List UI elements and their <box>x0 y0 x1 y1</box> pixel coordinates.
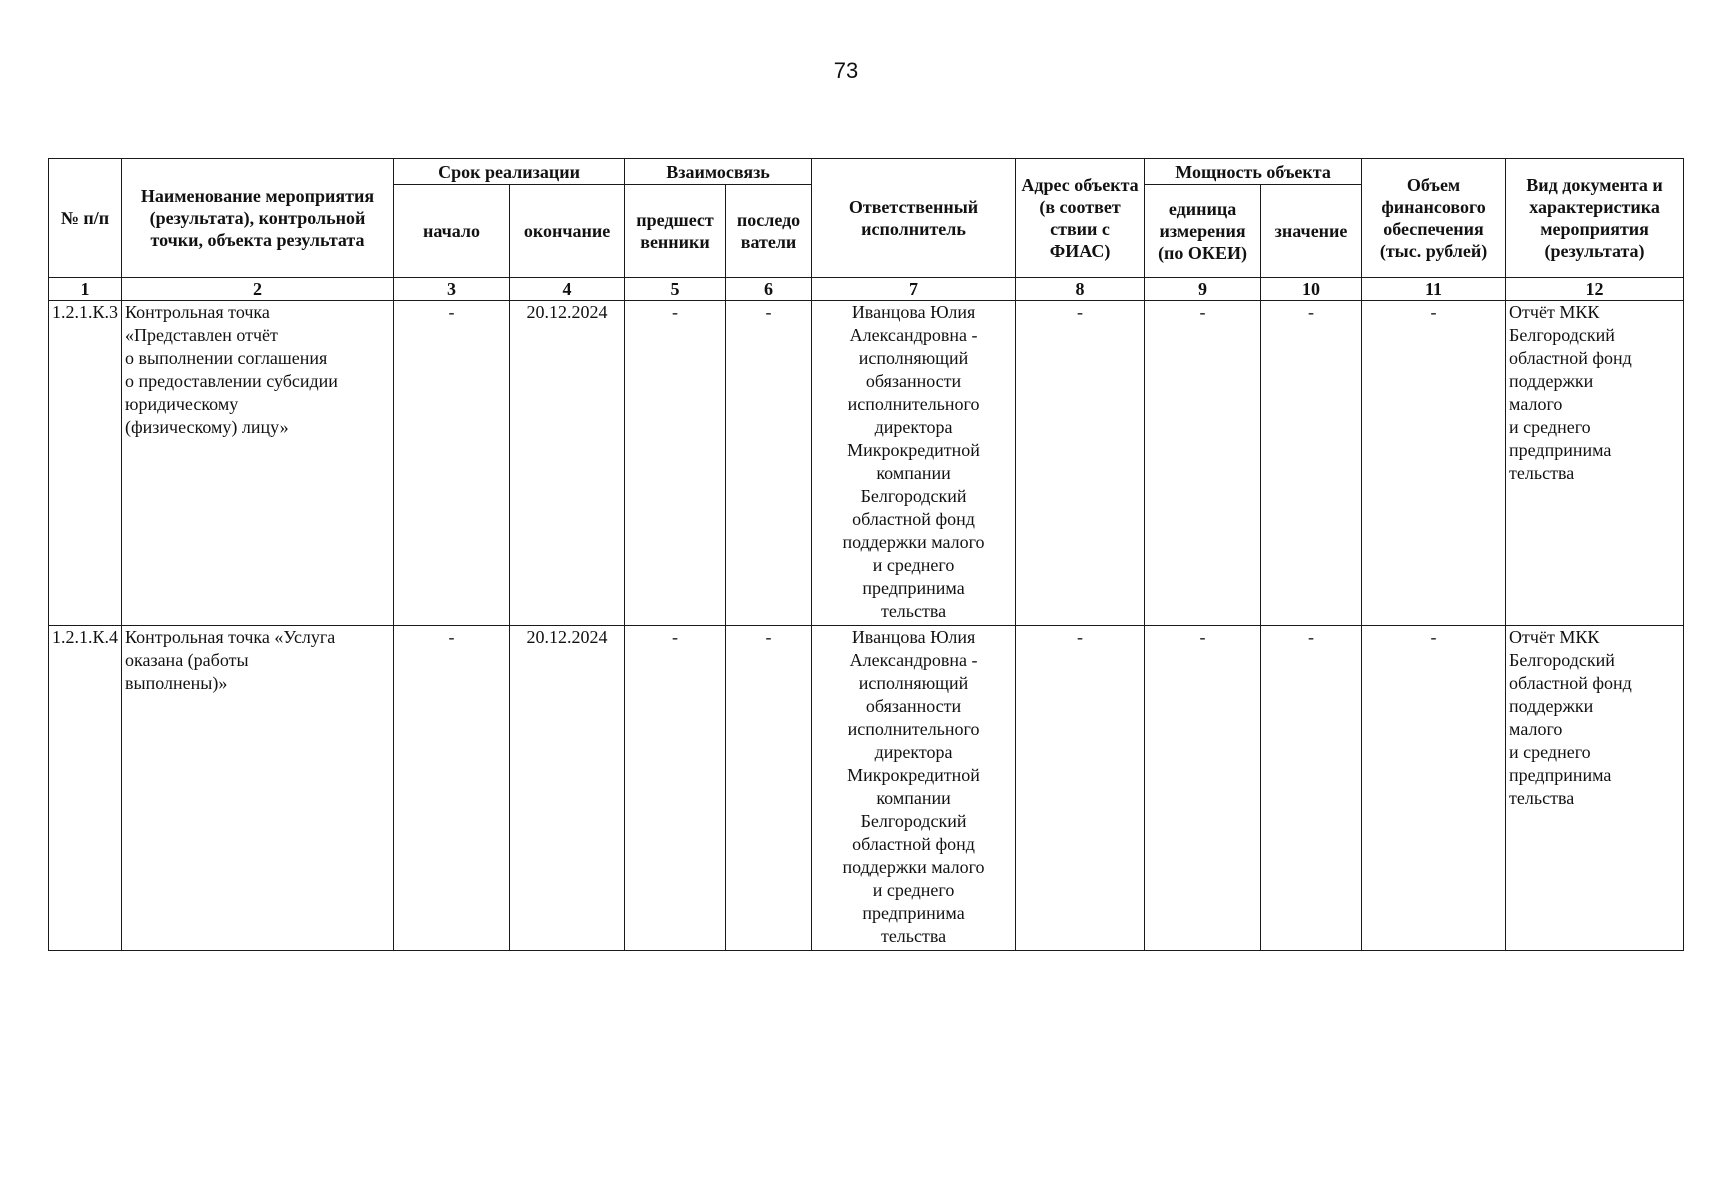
column-number: 7 <box>812 278 1016 301</box>
column-number: 4 <box>510 278 625 301</box>
column-number: 1 <box>49 278 122 301</box>
column-number: 12 <box>1506 278 1684 301</box>
column-number: 5 <box>625 278 726 301</box>
row-finance: - <box>1362 626 1506 951</box>
row-name: Контрольная точка «Представлен отчёт о выполнении соглашения о предоставлении субсидии юридическому (физическому) лицу» <box>122 301 394 626</box>
column-number: 9 <box>1145 278 1261 301</box>
row-value: - <box>1261 301 1362 626</box>
header-executor: Ответственный исполнитель <box>812 159 1016 278</box>
row-code: 1.2.1.К.4 <box>49 626 122 951</box>
header-link-group: Взаимосвязь <box>625 159 812 185</box>
row-value: - <box>1261 626 1362 951</box>
row-prev: - <box>625 626 726 951</box>
row-next: - <box>726 301 812 626</box>
header-doc: Вид документа и характеристика мероприятия (результата) <box>1506 159 1684 278</box>
header-row-top <box>49 159 1684 185</box>
header-link-next: последо ватели <box>726 185 812 278</box>
table-row <box>49 301 1684 626</box>
row-end: 20.12.2024 <box>510 301 625 626</box>
column-number: 10 <box>1261 278 1362 301</box>
row-next: - <box>726 626 812 951</box>
row-end: 20.12.2024 <box>510 626 625 951</box>
row-executor: Иванцова Юлия Александровна - исполняющий обязанности исполнительного директора Микрокредитной компании Белгородский областной фонд поддержки малого и среднего предпринима тельства <box>812 626 1016 951</box>
column-number: 6 <box>726 278 812 301</box>
column-number-row <box>49 278 1684 301</box>
column-number: 3 <box>394 278 510 301</box>
row-start: - <box>394 301 510 626</box>
header-capacity-group: Мощность объекта <box>1145 159 1362 185</box>
plan-table <box>48 158 1684 951</box>
header-num: № п/п <box>49 159 122 278</box>
row-unit: - <box>1145 626 1261 951</box>
row-code: 1.2.1.К.3 <box>49 301 122 626</box>
row-doc: Отчёт МКК Белгородский областной фонд поддержки малого и среднего предпринима тельства <box>1506 301 1684 626</box>
header-finance: Объем финансового обеспечения (тыс. рублей) <box>1362 159 1506 278</box>
page-number: 73 <box>833 58 859 83</box>
header-link-prev: предшест венники <box>625 185 726 278</box>
row-prev: - <box>625 301 726 626</box>
row-finance: - <box>1362 301 1506 626</box>
header-name: Наименование мероприятия (результата), контрольной точки, объекта результата <box>122 159 394 278</box>
header-capacity-unit: единица измерения (по ОКЕИ) <box>1145 185 1261 278</box>
column-number: 2 <box>122 278 394 301</box>
header-term-start: начало <box>394 185 510 278</box>
row-doc: Отчёт МКК Белгородский областной фонд поддержки малого и среднего предпринима тельства <box>1506 626 1684 951</box>
row-start: - <box>394 626 510 951</box>
column-number: 8 <box>1016 278 1145 301</box>
header-capacity-value: значение <box>1261 185 1362 278</box>
row-address: - <box>1016 301 1145 626</box>
table-row <box>49 626 1684 951</box>
row-address: - <box>1016 626 1145 951</box>
header-term-end: окончание <box>510 185 625 278</box>
row-unit: - <box>1145 301 1261 626</box>
row-executor: Иванцова Юлия Александровна - исполняющий обязанности исполнительного директора Микрокредитной компании Белгородский областной фонд поддержки малого и среднего предпринима тельства <box>812 301 1016 626</box>
header-term-group: Срок реализации <box>394 159 625 185</box>
row-name: Контрольная точка «Услуга оказана (работы выполнены)» <box>122 626 394 951</box>
header-address: Адрес объекта (в соответ ствии с ФИАС) <box>1016 159 1145 278</box>
column-number: 11 <box>1362 278 1506 301</box>
